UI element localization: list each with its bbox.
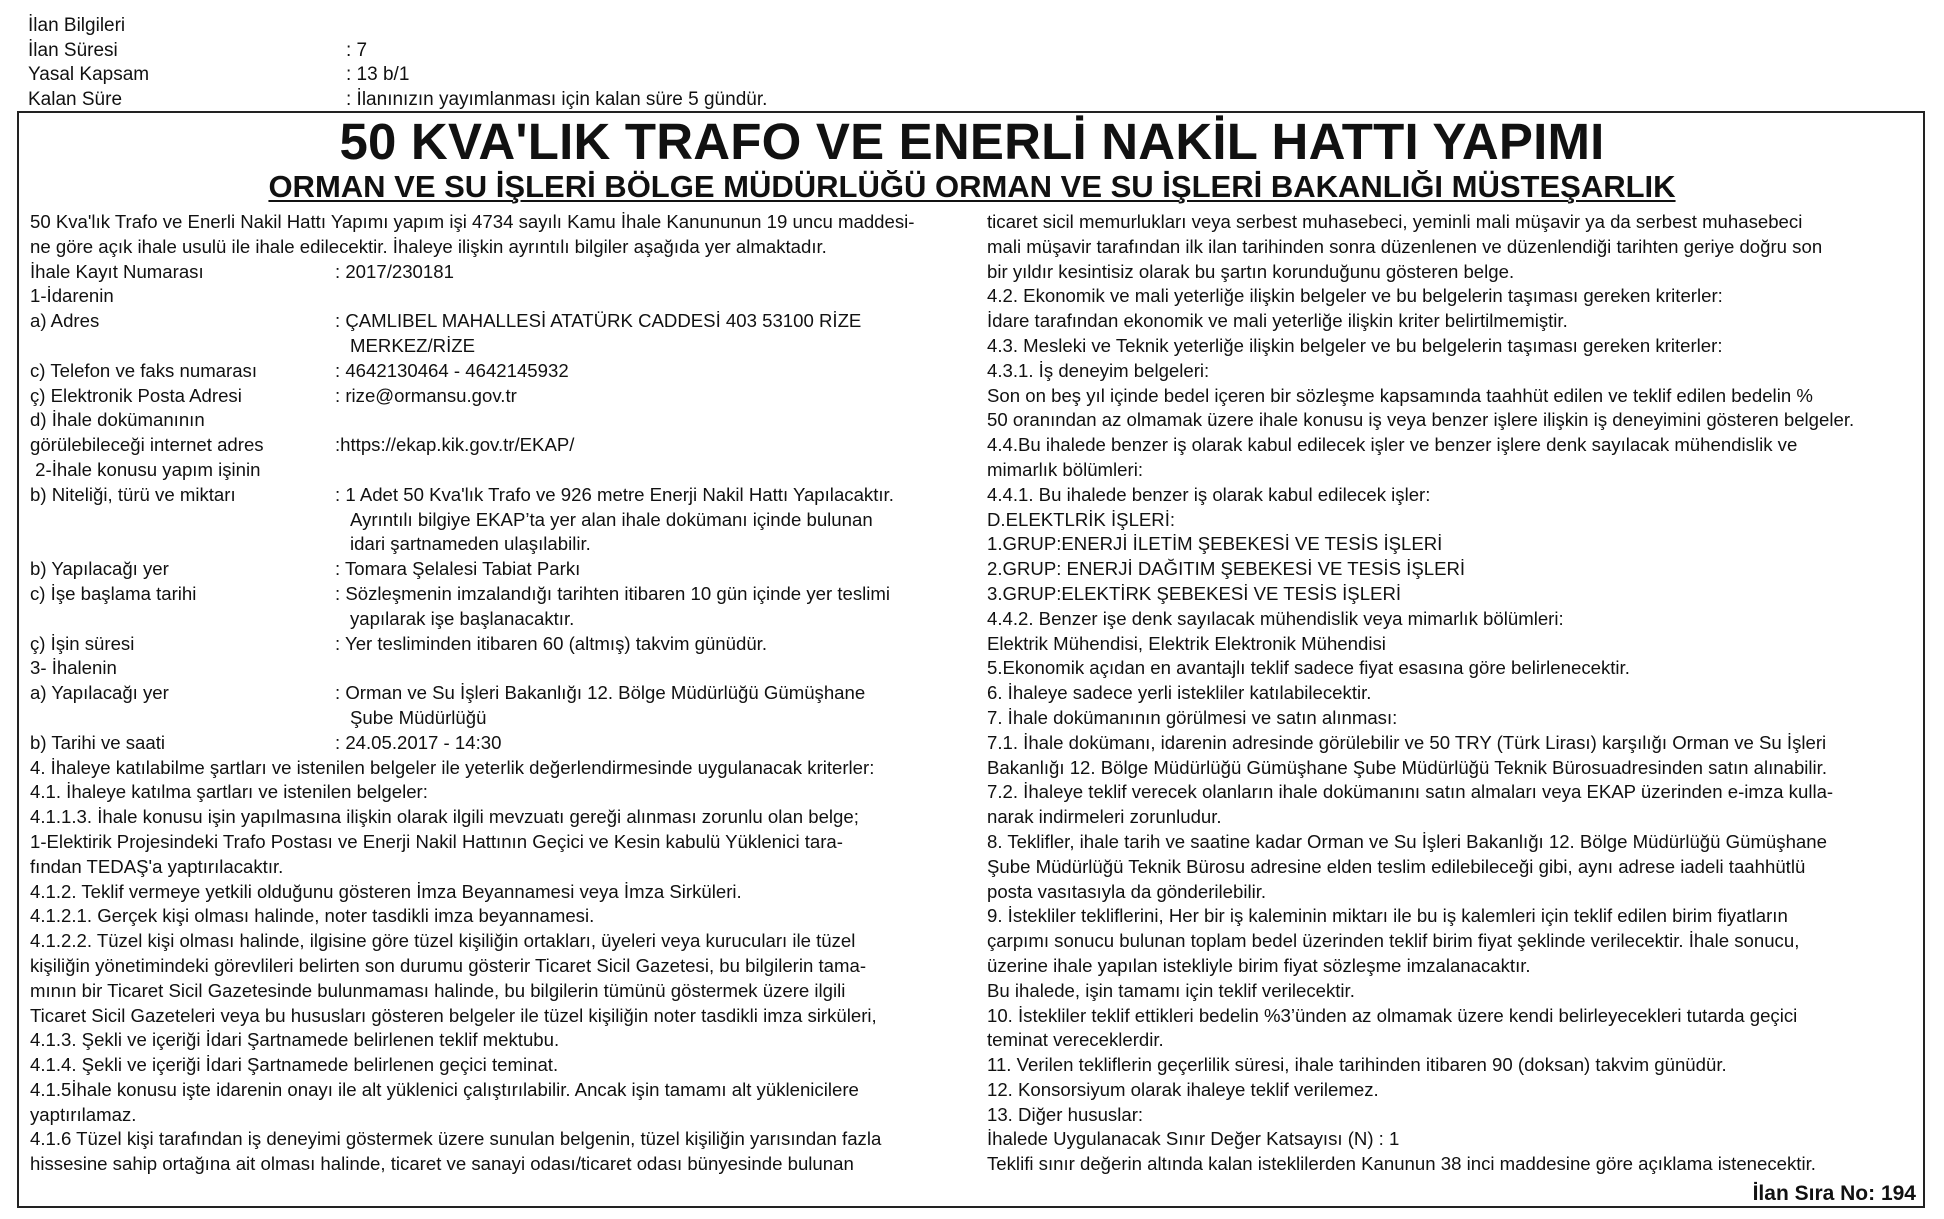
body-line: 7.2. İhaleye teklif verecek olanların ihale dokümanını satın almaları veya EKAP üzerinden e-imza kulla- [987, 781, 1834, 803]
nature-row: b) Niteliği, türü ve miktarı : 1 Adet 50 Kva'lık Trafo ve 926 metre Enerji Nakil Hattı Yapılacaktır. [30, 483, 894, 505]
body-line: posta vasıtasıyla da gönderilebilir. [987, 880, 1267, 902]
body-line: 9. İstekliler tekliflerini, Her bir iş kaleminin miktarı ile bu iş kalemleri için teklif edilen birim fiyatların [987, 905, 1788, 927]
body-line: Bu ihalede, işin tamamı için teklif verilecektir. [987, 979, 1355, 1001]
tender-location-continuation: Şube Müdürlüğü [350, 706, 487, 728]
body-line: Son on beş yıl içinde bedel içeren bir sözleşme kapsamında taahhüt edilen ve teklif edilen bedelin % [987, 384, 1813, 406]
body-line: 2.GRUP: ENERJİ DAĞITIM ŞEBEKESİ VE TESİS İŞLERİ [987, 558, 1466, 580]
ad-duration-row: İlan Süresi : 7 [28, 39, 368, 61]
body-line: teminat vereceklerdir. [987, 1029, 1164, 1051]
email-row: ç) Elektronik Posta Adresi : rize@ormansu.gov.tr [30, 384, 517, 406]
body-line: 4.1.2.1. Gerçek kişi olması halinde, noter tasdikli imza beyannamesi. [30, 905, 595, 927]
body-line: D.ELEKTLRİK İŞLERİ: [987, 508, 1176, 530]
tender-datetime-row: b) Tarihi ve saati : 24.05.2017 - 14:30 [30, 731, 502, 753]
body-line: mali müşavir tarafından ilk ilan tarihinden sonra düzenlenen ve düzenlendiği tarihten geriye doğru son [987, 235, 1823, 257]
body-line: İhalede Uygulanacak Sınır Değer Katsayısı (N) : 1 [987, 1128, 1400, 1150]
body-line: narak indirmeleri zorunludur. [987, 806, 1222, 828]
registration-number-row: İhale Kayıt Numarası : 2017/230181 [30, 260, 454, 282]
subject-heading: 2-İhale konusu yapım işinin [30, 458, 261, 480]
body-line: 8. Teklifler, ihale tarih ve saatine kadar Orman ve Su İşleri Bakanlığı 12. Bölge Müdürlüğü Gümüşhane [987, 830, 1827, 852]
body-line: 1.GRUP:ENERJİ İLETİM ŞEBEKESİ VE TESİS İŞLERİ [987, 533, 1443, 555]
ad-info-heading: İlan Bilgileri [28, 15, 126, 36]
intro-line: 50 Kva'lık Trafo ve Enerli Nakil Hattı Yapımı yapım işi 4734 sayılı Kamu İhale Kanununun 19 uncu maddesi- [30, 211, 915, 232]
body-line: 4.3.1. İş deneyim belgeleri: [987, 359, 1210, 381]
work-location-row: b) Yapılacağı yer : Tomara Şelalesi Tabiat Parkı [30, 558, 581, 580]
body-line: 10. İstekliler teklif ettikleri bedelin %3’ünden az olmamak üzere kendi belirleyecekleri tutarda geçici [987, 1004, 1798, 1026]
body-line: 4.4.1. Bu ihalede benzer iş olarak kabul edilecek işler: [987, 483, 1431, 505]
address-row: a) Adres : ÇAMLIBEL MAHALLESİ ATATÜRK CADDESİ 403 53100 RİZE [30, 310, 862, 332]
body-line: 3.GRUP:ELEKTİRK ŞEBEKESİ VE TESİS İŞLERİ [987, 582, 1402, 604]
ad-info-block [28, 14, 767, 112]
address-continuation: MERKEZ/RİZE [350, 334, 475, 356]
body-line: 13. Diğer hususlar: [987, 1103, 1144, 1125]
body-line: 11. Verilen tekliflerin geçerlilik süresi, ihale tarihinden itibaren 90 (doksan) takvim günüdür. [987, 1054, 1727, 1076]
tender-location-row: a) Yapılacağı yer : Orman ve Su İşleri Bakanlığı 12. Bölge Müdürlüğü Gümüşhane [30, 682, 866, 704]
body-line: çarpımı sonucu bulunan toplam bedel üzerinden teklif birim fiyat şeklinde verilecektir. İhale sonucu, [987, 930, 1800, 952]
body-line: Bakanlığı 12. Bölge Müdürlüğü Gümüşhane Şube Müdürlüğü Teknik Bürosuadresinden satın alınabilir. [987, 756, 1828, 778]
body-line: 1-Elektirik Projesindeki Trafo Postası ve Enerji Nakil Hattının Geçici ve Kesin kabulü Yüklenici tara- [30, 830, 843, 852]
body-line: İdare tarafından ekonomik ve mali yeterliğe ilişkin kriter belirtilmemiştir. [987, 310, 1568, 332]
body-line: 6. İhaleye sadece yerli istekliler katılabilecektir. [987, 682, 1372, 704]
phone-fax-row: c) Telefon ve faks numarası : 4642130464 - 4642145932 [30, 359, 569, 381]
ad-sequence-number: İlan Sıra No: 194 [1752, 1182, 1916, 1205]
body-line: Şube Müdürlüğü Teknik Bürosu adresine elden teslim edilebileceği gibi, aynı adrese iadeli taahhütlü [987, 855, 1806, 877]
body-line: Elektrik Mühendisi, Elektrik Elektronik Mühendisi [987, 632, 1386, 654]
body-line: 4.1. İhaleye katılma şartları ve istenilen belgeler: [30, 781, 428, 803]
body-line: 4.1.6 Tüzel kişi tarafından iş deneyimi göstermek üzere sunulan belgenin, tüzel kişiliğin yarısından fazla [30, 1128, 882, 1150]
body-line: 4.1.2.2. Tüzel kişi olması halinde, ilgisine göre tüzel kişiliğin ortakları, üyeleri veya kurucuları ile tüzel [30, 930, 856, 952]
remaining-time-row: Kalan Süre : İlanınızın yayımlanması için kalan süre 5 gündür. [28, 88, 768, 110]
right-column [987, 210, 1915, 1177]
left-column [30, 210, 985, 1177]
start-date-row: c) İşe başlama tarihi : Sözleşmenin imzalandığı tarihten itibaren 10 gün içinde yer teslimi [30, 582, 890, 604]
body-line: 12. Konsorsiyum olarak ihaleye teklif verilemez. [987, 1078, 1379, 1100]
body-line: üzerine ihale yapılan istekliyle birim fiyat sözleşme imzalanacaktır. [987, 954, 1531, 976]
body-line: 4.4.Bu ihalede benzer iş olarak kabul edilecek işler ve benzer işlere denk sayılacak mühendislik ve [987, 434, 1798, 456]
announcement-title: 50 KVA'LIK TRAFO VE ENERLİ NAKİL HATTI YAPIMI [339, 113, 1605, 170]
body-line: 4.1.2. Teklif vermeye yetkili olduğunu gösteren İmza Beyannamesi veya İmza Sirküleri. [30, 880, 742, 902]
body-line: Ticaret Sicil Gazeteleri veya bu hususları gösteren belgeler ile tüzel kişiliğin noter tasdikli imza sirküleri, [30, 1004, 877, 1026]
body-line: mimarlık bölümleri: [987, 458, 1144, 480]
legal-scope-row: Yasal Kapsam : 13 b/1 [28, 64, 410, 85]
body-line: 50 oranından az olmamak üzere ihale konusu iş veya benzer işlere ilişkin iş deneyimini gösteren belgeler. [987, 409, 1855, 431]
nature-continuation: idari şartnameden ulaşılabilir. [350, 533, 591, 555]
body-line: 4.4.2. Benzer işe denk sayılacak mühendislik veya mimarlık bölümleri: [987, 607, 1564, 629]
nature-continuation: Ayrıntılı bilgiye EKAP’ta yer alan ihale dokümanı içinde bulunan [350, 508, 873, 530]
body-line: 4.2. Ekonomik ve mali yeterliğe ilişkin belgeler ve bu belgelerin taşıması gereken kriterler: [987, 285, 1723, 307]
body-line: kişiliğin yönetimindeki görevlileri belirten son durumu gösterir Ticaret Sicil Gazetesi, bu bilgilerin tama- [30, 954, 867, 976]
start-date-continuation: yapılarak işe başlanacaktır. [350, 607, 575, 629]
body-line: 7. İhale dokümanının görülmesi ve satın alınması: [987, 706, 1398, 728]
body-line: Teklifi sınır değerin altında kalan isteklilerden Kanunun 38 inci maddesine göre açıklama istenecektir. [987, 1153, 1816, 1175]
body-line: 5.Ekonomik açıdan en avantajlı teklif sadece fiyat esasına göre belirlenecektir. [987, 657, 1630, 679]
body-line: 7.1. İhale dokümanı, idarenin adresinde görülebilir ve 50 TRY (Türk Lirası) karşılığı Orman ve Su İşleri [987, 731, 1827, 753]
body-line: 4.1.5İhale konusu işte idarenin onayı ile alt yüklenici çalıştırılabilir. Ancak işin tamamı alt yüklenicilere [30, 1078, 859, 1100]
body-line: 4. İhaleye katılabilme şartları ve istenilen belgeler ile yeterlik değerlendirmesinde uygulanacak kriterler: [30, 756, 875, 778]
body-line: bir yıldır kesintisiz olarak bu şartın korunduğunu gösteren belge. [987, 260, 1515, 282]
body-line: 4.1.1.3. İhale konusu işin yapılmasına ilişkin olarak ilgili mevzuatı gereği alınması zorunlu olan belge; [30, 806, 859, 828]
body-line: mının bir Ticaret Sicil Gazetesinde bulunmaması halinde, bu bilgilerin tümünü göstermek üzere ilgili [30, 979, 846, 1001]
website-row: görülebileceği internet adres :https://ekap.kik.gov.tr/EKAP/ [30, 434, 575, 456]
intro-line: ne göre açık ihale usulü ile ihale edilecektir. İhaleye ilişkin ayrıntılı bilgiler aşağıda yer almaktadır. [30, 235, 827, 257]
body-line: 4.1.3. Şekli ve içeriği İdari Şartnamede belirlenen teklif mektubu. [30, 1029, 560, 1051]
body-line: 4.1.4. Şekli ve içeriği İdari Şartnamede belirlenen geçici teminat. [30, 1054, 559, 1076]
announcement-subtitle: ORMAN VE SU İŞLERİ BÖLGE MÜDÜRLÜĞÜ ORMAN VE SU İŞLERİ BAKANLIĞI MÜSTEŞARLIK [268, 169, 1676, 204]
tender-heading: 3- İhalenin [30, 657, 117, 679]
duration-row: ç) İşin süresi : Yer tesliminden itibaren 60 (altmış) takvim günüdür. [30, 632, 768, 654]
tender-document-label: d) İhale dokümanının [30, 409, 205, 431]
body-line: hissesine sahip ortağına ait olması halinde, ticaret ve sanayi odası/ticaret odası bünyesinde bulunan [30, 1153, 854, 1175]
body-line: yaptırılamaz. [30, 1103, 137, 1125]
body-line: fından TEDAŞ'a yaptırılacaktır. [30, 855, 284, 877]
administration-heading: 1-İdarenin [30, 285, 114, 307]
body-line: 4.3. Mesleki ve Teknik yeterliğe ilişkin belgeler ve bu belgelerin taşıması gereken kriterler: [987, 334, 1723, 356]
body-line: ticaret sicil memurlukları veya serbest muhasebeci, yeminli mali müşavir ya da serbest muhasebeci [987, 211, 1803, 232]
